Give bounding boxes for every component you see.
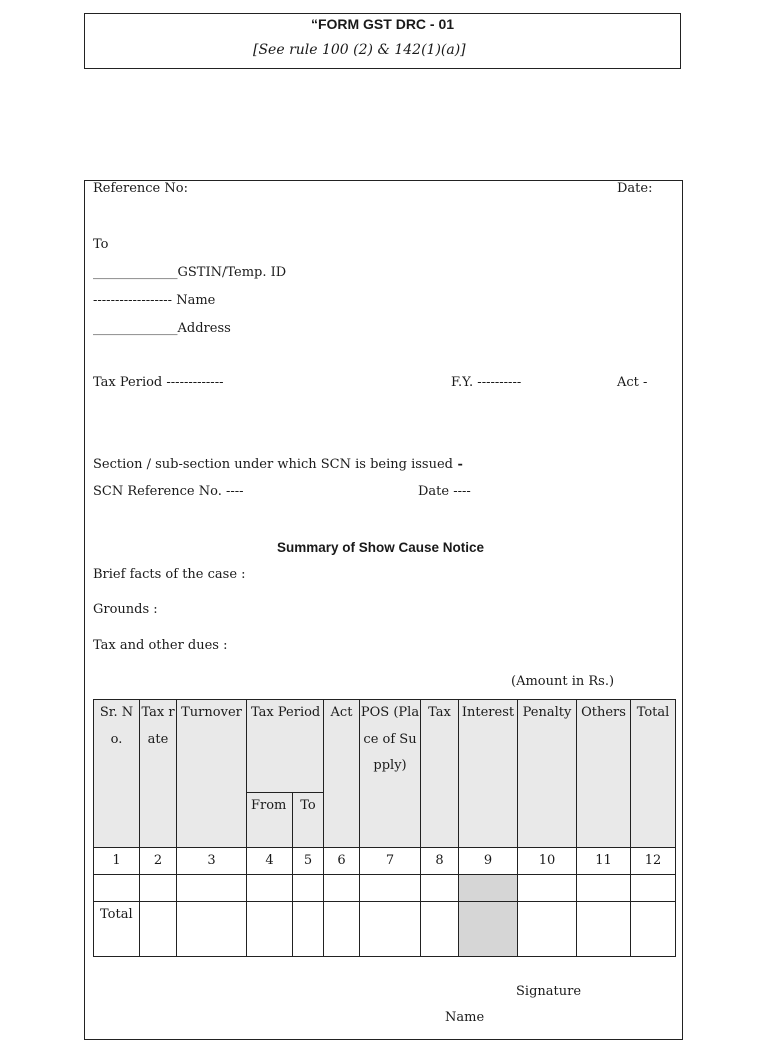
form-title: “FORM GST DRC - 01 [310, 16, 455, 32]
column-number: 12 [631, 848, 676, 875]
table-cell [577, 875, 631, 902]
table-cell [518, 902, 577, 957]
grounds-label: Grounds : [93, 602, 158, 617]
column-number: 6 [324, 848, 360, 875]
table-cell [247, 902, 293, 957]
date-label: Date: [617, 181, 653, 196]
header-tax-rate: Tax rate [140, 700, 177, 848]
header-total: Total [631, 700, 676, 848]
table-cell [360, 902, 421, 957]
column-number: 4 [247, 848, 293, 875]
table-row [94, 875, 676, 902]
column-number: 5 [293, 848, 324, 875]
fy-field: F.Y. ---------- [451, 375, 522, 390]
column-number-row [94, 848, 676, 875]
header-penalty: Penalty [518, 700, 577, 848]
column-number: 10 [518, 848, 577, 875]
table-cell [140, 875, 177, 902]
gstin-line: _____________GSTIN/Temp. ID [93, 265, 287, 280]
header-act: Act [324, 700, 360, 848]
tax-period-field: Tax Period ------------- [93, 375, 224, 390]
name-label: Name [445, 1010, 485, 1025]
table-cell [247, 875, 293, 902]
table-cell [324, 902, 360, 957]
tax-dues-label: Tax and other dues : [93, 638, 228, 653]
amount-note: (Amount in Rs.) [511, 674, 615, 689]
section-line-text: Section / sub-section under which SCN is being issued [93, 457, 453, 472]
signature-label: Signature [516, 984, 582, 999]
form-title-box [84, 13, 681, 69]
to-label: To [93, 237, 109, 252]
scn-reference-field: SCN Reference No. ---- [93, 484, 244, 499]
address-line: _____________Address [93, 321, 231, 336]
table-cell-shaded [459, 902, 518, 957]
table-cell [421, 902, 459, 957]
table-cell [177, 875, 247, 902]
section-line-dash: - [452, 457, 463, 472]
column-number: 11 [577, 848, 631, 875]
header-from: From [247, 793, 293, 848]
scn-date-field: Date ---- [418, 484, 471, 499]
column-number: 2 [140, 848, 177, 875]
act-field: Act - [617, 375, 648, 390]
form-rule-reference: [See rule 100 (2) & 142(1)(a)] [253, 42, 466, 58]
name-line: ------------------ Name [93, 293, 216, 308]
header-tax-period: Tax Period [247, 700, 324, 793]
reference-no-label: Reference No: [93, 181, 188, 196]
column-number: 7 [360, 848, 421, 875]
table-cell [518, 875, 577, 902]
table-cell [177, 902, 247, 957]
column-number: 1 [94, 848, 140, 875]
column-number: 8 [421, 848, 459, 875]
header-turnover: Turnover [177, 700, 247, 848]
brief-facts-label: Brief facts of the case : [93, 567, 246, 582]
header-sr-no: Sr. No. [94, 700, 140, 848]
header-others: Others [577, 700, 631, 848]
header-tax: Tax [421, 700, 459, 848]
header-pos: POS (Place of Supply) [360, 700, 421, 848]
table-cell [94, 875, 140, 902]
summary-heading: Summary of Show Cause Notice [277, 540, 485, 555]
total-row-label: Total [94, 902, 140, 957]
header-interest: Interest [459, 700, 518, 848]
table-cell [324, 875, 360, 902]
table-cell-shaded [459, 875, 518, 902]
table-cell [631, 902, 676, 957]
table-cell [293, 875, 324, 902]
tax-dues-table [93, 699, 676, 957]
section-line [93, 457, 463, 473]
column-number: 9 [459, 848, 518, 875]
table-cell [421, 875, 459, 902]
table-cell [140, 902, 177, 957]
header-to: To [293, 793, 324, 848]
table-cell [293, 902, 324, 957]
table-cell [360, 875, 421, 902]
column-number: 3 [177, 848, 247, 875]
table-cell [631, 875, 676, 902]
table-cell [577, 902, 631, 957]
total-row [94, 902, 676, 957]
